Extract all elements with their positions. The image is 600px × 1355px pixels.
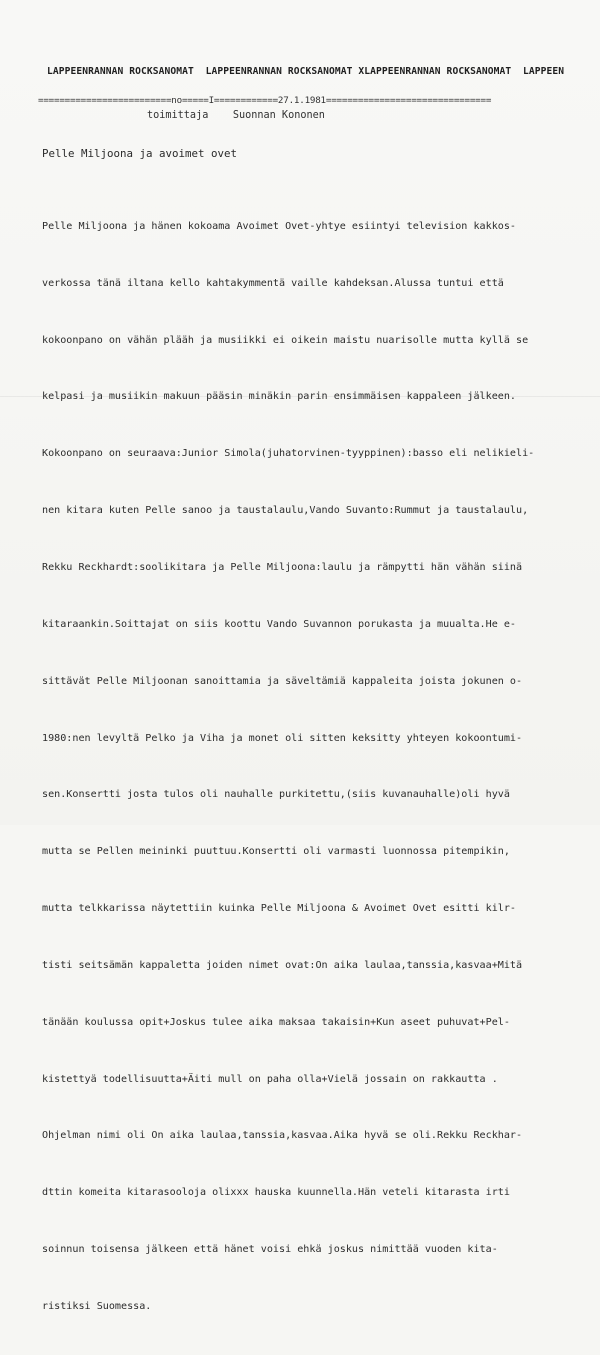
body-line: tänään koulussa opit+Joskus tulee aika maksaa takaisin+Kun aseet puhuvat+Pel- bbox=[42, 1016, 510, 1028]
editor-credit: toimittaja Suonnan Kononen bbox=[147, 110, 325, 121]
body-line: soinnun toisensa jälkeen että hänet voisi ehkä joskus nimittää vuoden kita- bbox=[42, 1244, 498, 1256]
masthead: LAPPEENRANNAN ROCKSANOMAT LAPPEENRANNAN ROCKSANOMAT XLAPPEENRANNAN ROCKSANOMAT LAPPEEN bbox=[47, 66, 565, 77]
body-line: nen kitara kuten Pelle sanoo ja taustalaulu,Vando Suvanto:Rummut ja taustalaulu, bbox=[42, 505, 529, 517]
article-title: Pelle Miljoona ja avoimet ovet bbox=[42, 147, 238, 160]
body-line: Kokoonpano on seuraava:Junior Simola(juhatorvinen-tyyppinen):basso eli nelikieli- bbox=[42, 448, 535, 460]
body-line: mutta se Pellen meininki puuttuu.Konsertti oli varmasti luonnossa pitempikin, bbox=[42, 846, 510, 858]
body-line: mutta telkkarissa näytettiin kuinka Pelle Miljoona & Avoimet Ovet esitti kilr- bbox=[42, 903, 517, 915]
body-line: tisti seitsämän kappaletta joiden nimet ovat:On aika laulaa,tanssia,kasvaa+Mitä bbox=[42, 959, 523, 971]
body-line: Ohjelman nimi oli On aika laulaa,tanssia,kasvaa.Aika hyvä se oli.Rekku Reckhar- bbox=[42, 1130, 523, 1142]
body-line: kokoonpano on vähän plääh ja musiikki ei oikein maistu nuarisolle mutta kyllä se bbox=[42, 334, 529, 346]
dateline-rule: =========================no=====I============27.1.1981=============================== bbox=[38, 95, 492, 106]
body-line: Pelle Miljoona ja hänen kokoama Avoimet Ovet-yhtye esiintyi television kakkos- bbox=[42, 220, 517, 232]
body-line: dttin komeita kitarasooloja olixxx hauska kuunnella.Hän veteli kitarasta irti bbox=[42, 1187, 510, 1199]
body-line: verkossa tänä iltana kello kahtakymmentä vaille kahdeksan.Alussa tuntui että bbox=[42, 277, 504, 289]
body-line: kistettyä todellisuutta+Äiti mull on paha olla+Vielä jossain on rakkautta . bbox=[42, 1073, 498, 1085]
body-line: kitaraankin.Soittajat on siis koottu Vando Suvannon porukasta ja muualta.He e- bbox=[42, 618, 517, 630]
body-line: sittävät Pelle Miljoonan sanoittamia ja säveltämiä kappaleita joista jokunen o- bbox=[42, 675, 523, 687]
body-line: kelpasi ja musiikin makuun pääsin minäkin parin ensimmäisen kappaleen jälkeen. bbox=[42, 391, 517, 403]
body-line: ristiksi Suomessa. bbox=[42, 1300, 152, 1312]
article-body bbox=[42, 180, 577, 1355]
body-line: Rekku Reckhardt:soolikitara ja Pelle Miljoona:laulu ja rämpytti hän vähän siinä bbox=[42, 561, 523, 573]
body-line: 1980:nen levyltä Pelko ja Viha ja monet oli sitten keksitty yhteyen kokoontumi- bbox=[42, 732, 523, 744]
body-line: sen.Konsertti josta tulos oli nauhalle purkitettu,(siis kuvanauhalle)oli hyvä bbox=[42, 789, 510, 801]
